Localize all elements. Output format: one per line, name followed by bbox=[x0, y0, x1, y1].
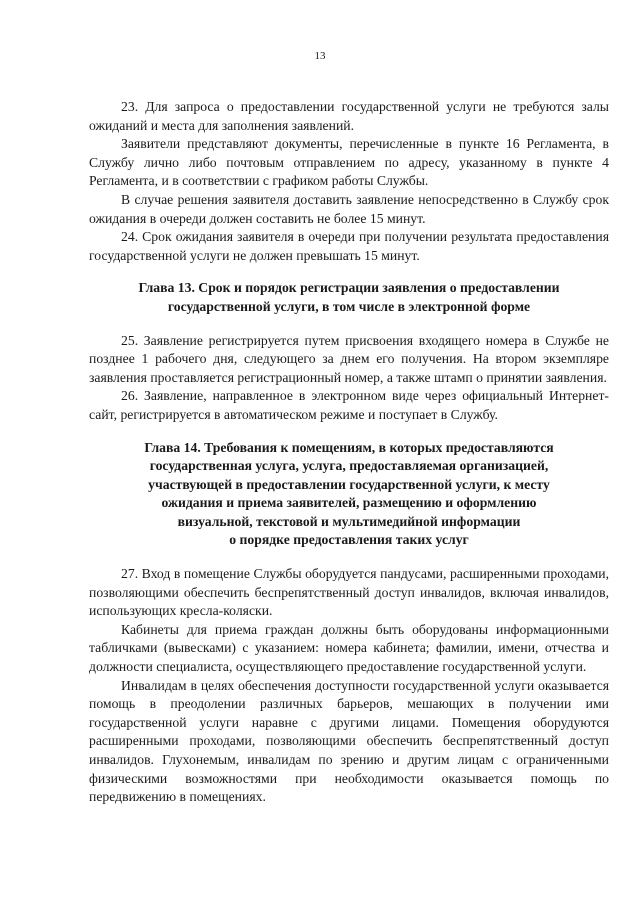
paragraph-accessibility: Инвалидам в целях обеспечения доступности государственной услуги оказывается помощь в преодолении различных барьеров, мешающих в получении ими государственной услуги наравне с другими лицами. Помещения оборудуются расширенными проходами, позволяющими обеспечить беспрепятственный доступ инвалидов. Глухонемым, инвалидам по зрению и другим лицам с ограниченными физическими возможностями при необходимости оказывается помощь по передвижению в помещениях. bbox=[89, 677, 609, 805]
paragraph-25: 25. Заявление регистрируется путем присвоения входящего номера в Службе не позднее 1 рабочего дня, следующего за днем его получения. На втором экземпляре заявления проставляется регистрационный номер, а также штамп о принятии заявления. bbox=[89, 332, 609, 385]
paragraph-27: 27. Вход в помещение Службы оборудуется пандусами, расширенными проходами, позволяющими обеспечить беспрепятственный доступ инвалидов, включая инвалидов, использующих кресла-коляски. bbox=[89, 566, 609, 619]
paragraph-26: 26. Заявление, направленное в электронном виде через официальный Интернет-сайт, регистрируется в автоматическом режиме и поступает в Службу. bbox=[89, 388, 609, 422]
paragraph-24: 24. Срок ожидания заявителя в очереди при получении результата предоставления государственной услуги не должен превышать 15 минут. bbox=[89, 229, 609, 263]
page-number: 13 bbox=[314, 50, 326, 62]
chapter-14-heading: Глава 14. Требования к помещениям, в которых предоставляются государственная услуга, услуга, предоставляемая организацией, участвующей в предоставлении государственной услуги, к месту ожидания и приема заявителей, размещению и оформлению визуальной, текстовой и мультимедийной информации о порядке предоставления таких услуг bbox=[144, 439, 554, 548]
paragraph-applicants-documents: Заявители представляют документы, перечисленные в пункте 16 Регламента, в Службу лично либо почтовым отправлением по адресу, указанному в пункте 4 Регламента, и в соответствии с графиком работы Службы. bbox=[89, 136, 609, 189]
document-body bbox=[89, 98, 609, 807]
paragraph-waiting-time: В случае решения заявителя доставить заявление непосредственно в Службу срок ожидания в очереди должен составить не более 15 минут. bbox=[89, 191, 609, 226]
paragraph-offices: Кабинеты для приема граждан должны быть оборудованы информационными табличками (вывесками) с указанием: номера кабинета; фамилии, имени, отчества и должности специалиста, осуществляющего предоставление государственной услуги. bbox=[89, 621, 609, 675]
chapter-13-heading: Глава 13. Срок и порядок регистрации заявления о предоставлении государственной услуги, в том числе в электронной форме bbox=[138, 280, 560, 314]
paragraph-23: 23. Для запроса о предоставлении государственной услуги не требуются залы ожиданий и места для заполнения заявлений. bbox=[89, 99, 609, 133]
